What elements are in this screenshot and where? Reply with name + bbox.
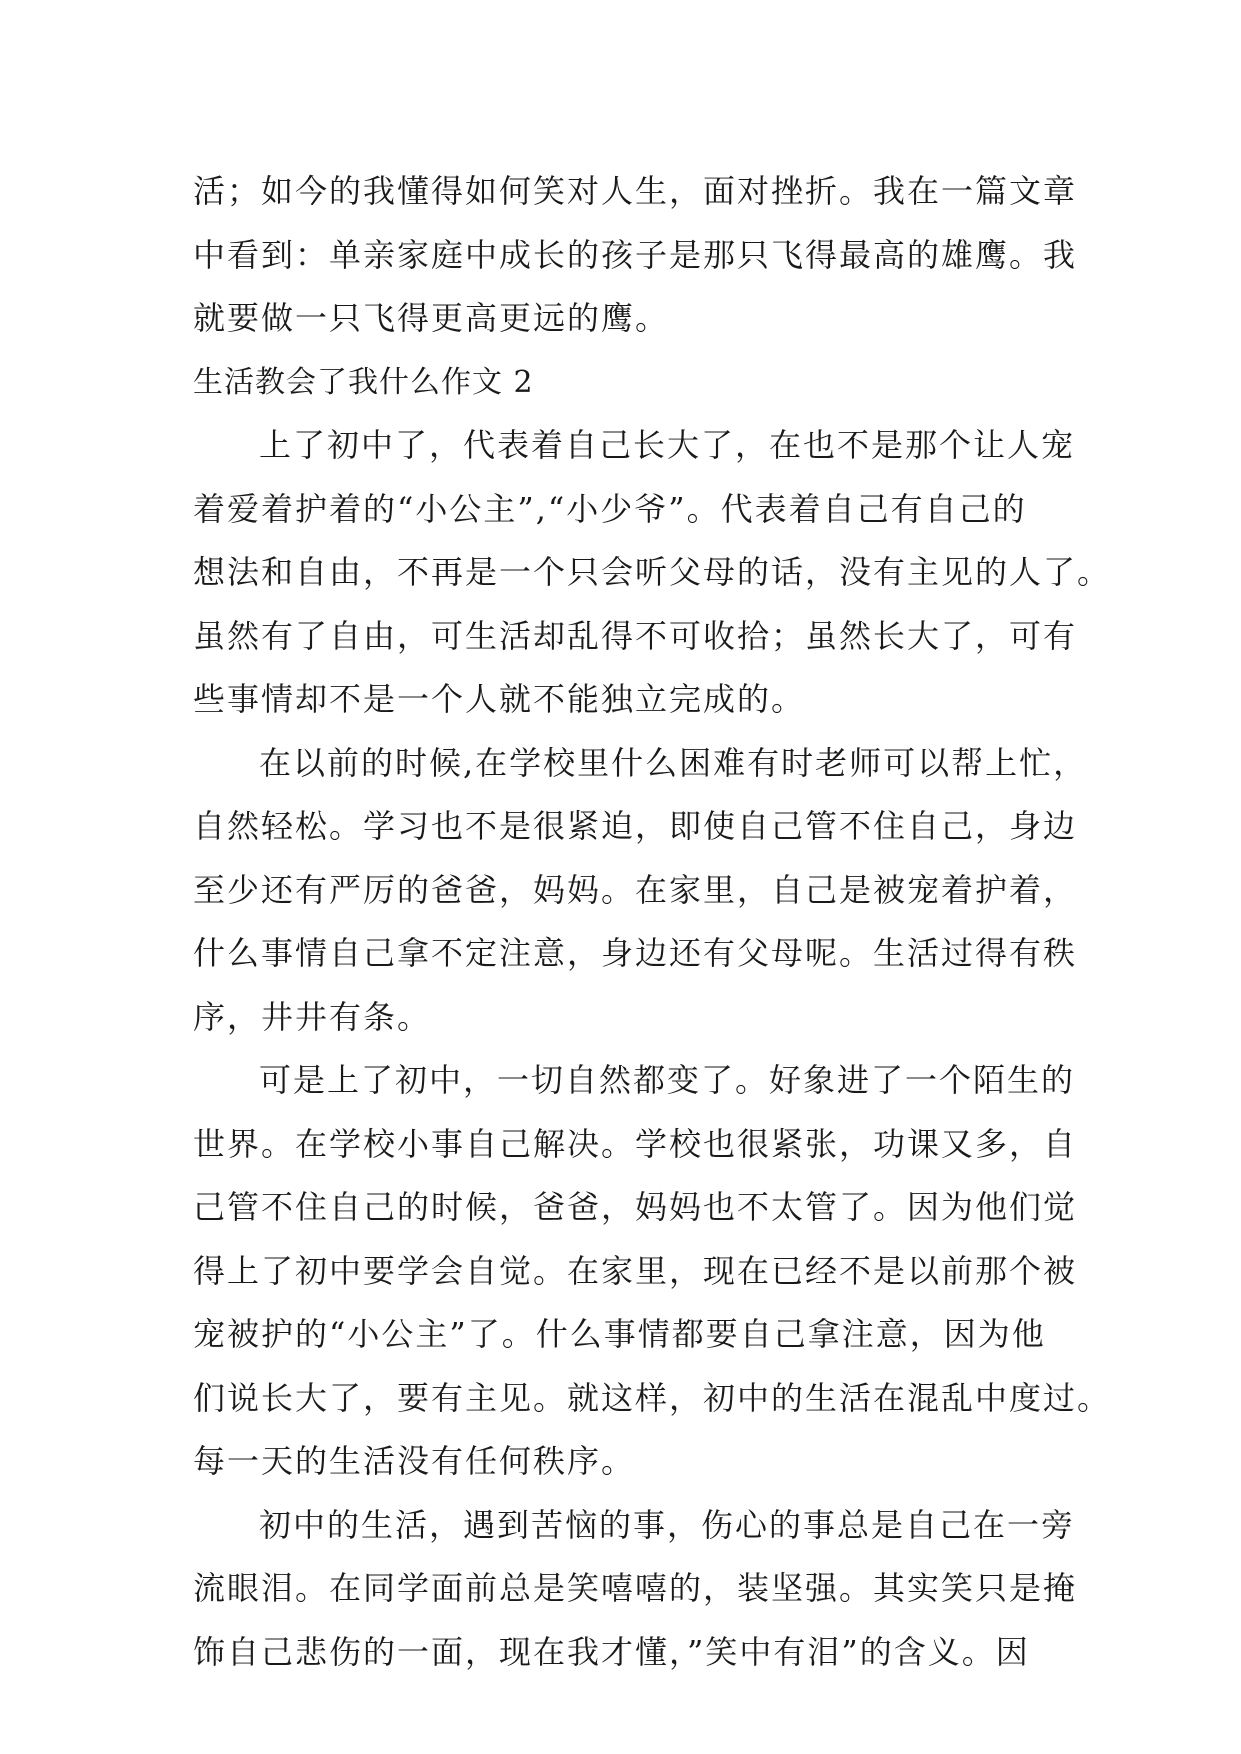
text-line: 世界。在学校小事自己解决。学校也很紧张，功课又多，自: [193, 1124, 1078, 1163]
text-line: 些事情却不是一个人就不能独立完成的。: [193, 680, 806, 718]
text-line: 得上了初中要学会自觉。在家里，现在已经不是以前那个被: [193, 1251, 1078, 1290]
text-line: 着爱着护着的“小公主”,“小少爷”。代表着自己有自己的: [193, 489, 1027, 528]
text-line: 什么事情自己拿不定注意，身边还有父母呢。生活过得有秩: [193, 934, 1078, 972]
section-heading: 生活教会了我什么作文 2: [193, 364, 534, 400]
text-line: 流眼泪。在同学面前总是笑嘻嘻的，装坚强。其实笑只是掩: [193, 1569, 1078, 1607]
text-line: 宠被护的“小公主”了。什么事情都要自己拿注意，因为他: [193, 1315, 1046, 1353]
text-line: 己管不住自己的时候，爸爸，妈妈也不太管了。因为他们觉: [193, 1188, 1078, 1226]
text-line: 想法和自由，不再是一个只会听父母的话，没有主见的人了。: [193, 553, 1112, 591]
paragraph-first-line: 在以前的时候,在学校里什么困难有时老师可以帮上忙，: [259, 743, 1088, 782]
paragraph-first-line: 初中的生活，遇到苦恼的事，伤心的事总是自己在一旁: [259, 1505, 1076, 1544]
text-line: 虽然有了自由，可生活却乱得不可收拾；虽然长大了，可有: [193, 616, 1078, 655]
text-line: 饰自己悲伤的一面，现在我才懂，”笑中有泪”的含义。因: [193, 1632, 1030, 1671]
paragraph-first-line: 上了初中了，代表着自己长大了，在也不是那个让人宠: [259, 426, 1076, 464]
text-line: 活；如今的我懂得如何笑对人生，面对挫折。我在一篇文章: [193, 172, 1078, 210]
text-line: 每一天的生活没有任何秩序。: [193, 1442, 636, 1480]
paragraph-first-line: 可是上了初中，一切自然都变了。好象进了一个陌生的: [259, 1061, 1076, 1099]
text-line: 们说长大了，要有主见。就这样，初中的生活在混乱中度过。: [193, 1378, 1112, 1417]
essay-text: [193, 160, 1112, 1684]
text-line: 序，井井有条。: [193, 997, 432, 1036]
text-line: 中看到：单亲家庭中成长的孩子是那只飞得最高的雄鹰。我: [193, 235, 1078, 274]
text-line: 自然轻松。学习也不是很紧迫，即使自己管不住自己，身边: [193, 807, 1078, 845]
text-line: 就要做一只飞得更高更远的鹰。: [193, 299, 670, 337]
text-line: 至少还有严厉的爸爸，妈妈。在家里，自己是被宠着护着，: [193, 870, 1078, 909]
